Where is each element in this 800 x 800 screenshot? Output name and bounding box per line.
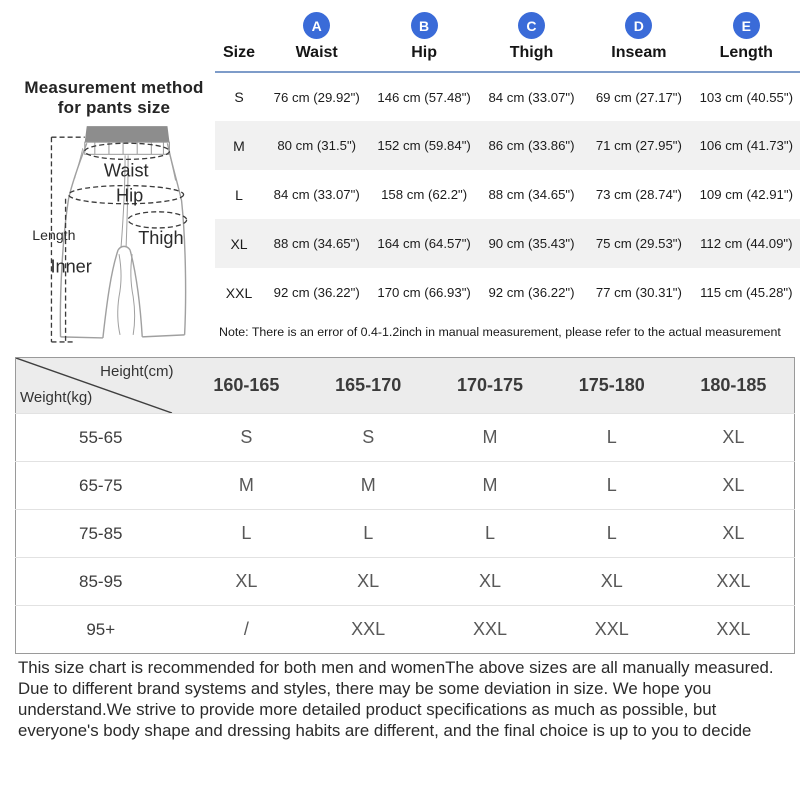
height-range-header: 160-165 — [186, 358, 308, 414]
column-header-thigh — [478, 6, 585, 72]
measurement-method-title — [10, 78, 218, 118]
size-row-s — [215, 72, 800, 121]
size-name: L — [235, 186, 243, 203]
recommended-size: XL — [722, 427, 745, 447]
recommended-size: XXL — [716, 619, 751, 639]
badge-d-icon: D — [625, 12, 652, 39]
thigh-value: 92 cm (36.22") — [488, 285, 575, 300]
waist-value: 80 cm (31.5") — [277, 138, 357, 153]
weight-range: 55-65 — [79, 427, 123, 447]
waist-column-label: Waist — [295, 44, 338, 61]
recommended-size: / — [243, 619, 249, 639]
thigh-value: 86 cm (33.86") — [488, 138, 575, 153]
recommended-size: S — [362, 427, 375, 447]
column-header-inseam — [585, 6, 692, 72]
thigh-value: 84 cm (33.07") — [488, 89, 575, 105]
inseam-value: 71 cm (27.95") — [595, 138, 682, 153]
height-range-header: 175-180 — [551, 358, 673, 414]
weight-row-85-95 — [16, 558, 795, 606]
recommended-size: XXL — [594, 619, 629, 639]
size-row-xl — [215, 219, 800, 268]
size-name: M — [233, 137, 245, 154]
waist-value: 84 cm (33.07") — [273, 187, 360, 202]
weight-row-55-65 — [16, 414, 795, 462]
recommended-size: XXL — [716, 571, 751, 591]
hip-column-label: Hip — [411, 44, 437, 61]
height-weight-table — [15, 357, 795, 654]
hip-value: 164 cm (64.57") — [377, 236, 471, 251]
weight-axis-label: Weight(kg) — [20, 389, 93, 406]
column-header-length — [693, 6, 800, 72]
recommended-size: L — [241, 523, 252, 543]
size-measurement-table — [215, 6, 800, 317]
length-column-label: Length — [719, 44, 773, 61]
length-label: Length — [32, 227, 76, 244]
pants-waistband — [85, 126, 170, 142]
weight-range: 75-85 — [79, 523, 123, 543]
size-name: XL — [230, 235, 248, 252]
thigh-column-label: Thigh — [509, 44, 554, 61]
hip-value: 146 cm (57.48") — [377, 89, 471, 105]
weight-range: 85-95 — [79, 571, 123, 591]
pants-waistband-trim — [85, 142, 170, 154]
height-range-header: 180-185 — [673, 358, 795, 414]
thigh-label: Thigh — [138, 228, 184, 249]
size-measurement-area — [215, 6, 800, 339]
size-row-l — [215, 170, 800, 219]
inseam-value: 73 cm (28.74") — [595, 187, 682, 202]
length-value: 109 cm (42.91") — [699, 187, 793, 202]
badge-c-icon: C — [518, 12, 545, 39]
recommended-size: S — [240, 427, 253, 447]
weight-range: 65-75 — [79, 475, 123, 495]
waist-label: Waist — [103, 160, 149, 181]
weight-range: 95+ — [86, 619, 116, 639]
thigh-value: 88 cm (34.65") — [488, 187, 575, 202]
length-value: 115 cm (45.28") — [700, 285, 793, 300]
recommended-size: L — [606, 427, 617, 447]
length-value: 103 cm (40.55") — [699, 89, 793, 105]
size-column-header: Size — [215, 6, 263, 72]
badge-e-icon: E — [733, 12, 760, 39]
recommended-size: M — [482, 475, 498, 495]
recommended-size: L — [606, 475, 617, 495]
recommended-size: L — [606, 523, 617, 543]
height-axis-label: Height(cm) — [100, 363, 174, 380]
recommended-size: M — [482, 427, 498, 447]
recommended-size: XL — [722, 475, 745, 495]
recommended-size: M — [360, 475, 376, 495]
recommended-size: XL — [722, 523, 745, 543]
inner-label: Inner — [50, 256, 92, 277]
size-name: S — [234, 89, 244, 105]
weight-row-65-75 — [16, 462, 795, 510]
method-title-line1: Measurement method — [24, 78, 204, 97]
length-value: 106 cm (41.73") — [699, 138, 793, 153]
badge-b-icon: B — [411, 12, 438, 39]
recommended-size: XXL — [351, 619, 386, 639]
height-range-header: 170-175 — [429, 358, 551, 414]
corner-cell — [16, 358, 186, 414]
fit-table-header-row — [16, 358, 795, 414]
weight-row-75-85 — [16, 510, 795, 558]
badge-a-icon: A — [303, 12, 330, 39]
hip-value: 152 cm (59.84") — [377, 138, 471, 153]
weight-row-95plus — [16, 606, 795, 654]
pants-diagram — [14, 118, 216, 350]
recommended-size: XXL — [472, 619, 507, 639]
hip-label: Hip — [116, 185, 144, 206]
waist-value: 92 cm (36.22") — [273, 285, 360, 300]
inseam-column-label: Inseam — [611, 44, 667, 61]
column-header-hip — [370, 6, 477, 72]
inseam-value: 75 cm (29.53") — [595, 236, 682, 251]
hip-value: 170 cm (66.93") — [377, 285, 471, 300]
recommended-size: XL — [600, 571, 623, 591]
size-table-header-row — [215, 6, 800, 72]
hip-value: 158 cm (62.2") — [381, 187, 468, 202]
recommended-size: XL — [235, 571, 258, 591]
column-header-waist — [263, 6, 370, 72]
recommended-size: XL — [357, 571, 380, 591]
measurement-error-note: Note: There is an error of 0.4-1.2inch in manual measurement, please refer to the actual measurement — [219, 325, 781, 339]
method-title-line2: for pants size — [57, 98, 171, 118]
size-name: XXL — [225, 284, 253, 301]
inseam-value: 77 cm (30.31") — [595, 285, 682, 300]
waist-value: 76 cm (29.92") — [273, 89, 360, 105]
length-value: 112 cm (44.09") — [700, 236, 793, 251]
thigh-value: 90 cm (35.43") — [488, 236, 575, 251]
footer-disclaimer: This size chart is recommended for both men and womenThe above sizes are all manually measured. Due to different brand systems and styles, there may be some deviation in size. We hope you understand.We strive to provide more detailed product specifications as much as possible, but everyone's body shape and dressing habits are different, and the final choice is up to you to decide — [18, 658, 774, 741]
recommended-size: M — [238, 475, 254, 495]
height-range-header: 165-170 — [307, 358, 429, 414]
size-row-m — [215, 121, 800, 170]
recommended-size: XL — [478, 571, 501, 591]
recommended-size: L — [484, 523, 495, 543]
waist-value: 88 cm (34.65") — [273, 236, 360, 251]
pants-illustration — [14, 118, 216, 350]
recommended-size: L — [363, 523, 374, 543]
size-row-xxl — [215, 268, 800, 317]
inseam-value: 69 cm (27.17") — [595, 89, 682, 105]
